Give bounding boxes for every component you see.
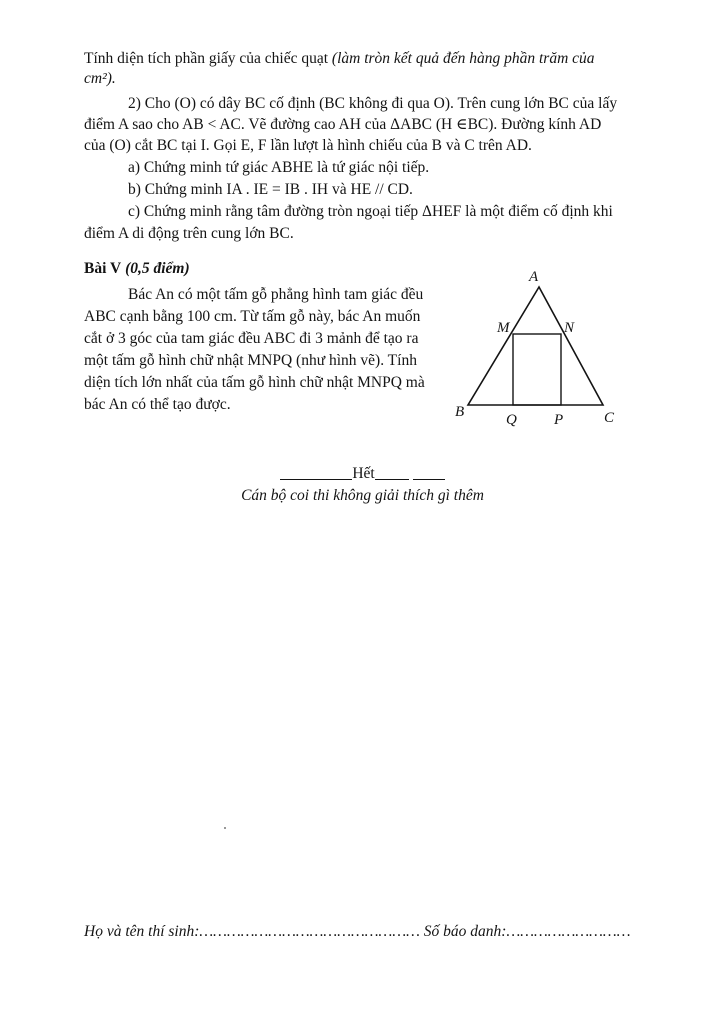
label-m: M [497,320,510,336]
bai5-line-2: ABC cạnh bằng 100 cm. Từ tấm gỗ này, bác An muốn [84,308,421,325]
q2-part-a: a) Chứng minh tứ giác ABHE là tứ giác nội tiếp. [128,159,430,176]
bai5-line-6: bác An có thể tạo được. [84,396,231,413]
end-marker [0,464,725,484]
bai5-line-3: cắt ở 3 góc của tam giác đều ABC đi 3 mảnh để tạo ra [84,330,419,347]
q2-line-3: của (O) cắt BC tại I. Gọi E, F lần lượt là hình chiếu của B và C trên AD. [84,137,532,154]
label-p: P [554,412,564,428]
label-c: C [604,410,615,426]
bai5-points: (0,5 điểm) [125,260,190,277]
q2-part-c-2: điểm A di động trên cung lớn BC. [84,225,294,242]
label-b: B [455,404,465,420]
triangle-figure [448,262,638,432]
label-q: Q [506,412,517,428]
q2-line-1: 2) Cho (O) có dây BC cố định (BC không đi qua O). Trên cung lớn BC của lấy [128,95,618,112]
intro-text: Tính diện tích phần giấy của chiếc quạt [84,50,329,67]
bai5-heading [84,259,190,279]
stray-dot [224,827,226,829]
intro-line-2: cm²). [84,70,116,87]
q2-line-2: điểm A sao cho AB < AC. Vẽ đường cao AH của ΔABC (H ∈BC). Đường kính AD [84,116,602,133]
bai5-line-5: diện tích lớn nhất của tấm gỗ hình chữ nhật MNPQ mà [84,374,425,391]
end-het: Hết [352,465,375,482]
footer-name-dots: ………………………………………… [199,923,420,940]
footer-line [84,922,630,942]
q2-part-c-1: c) Chứng minh rằng tâm đường tròn ngoại tiếp ΔHEF là một điểm cố định khi [128,203,613,220]
intro-note: (làm tròn kết quả đến hàng phần trăm của [331,50,595,67]
bai5-line-1: Bác An có một tấm gỗ phẳng hình tam giác đều [128,286,424,303]
bai5-title: Bài V [84,260,122,277]
label-a: A [529,269,539,285]
label-n: N [564,320,575,336]
q2-part-b: b) Chứng minh IA . IE = IB . IH và HE // CD. [128,181,413,198]
rectangle-mnpq [513,334,561,405]
footer-sbd-label: Số báo danh: [423,923,507,940]
intro-line-1 [84,49,595,69]
footer-sbd-dots: ……………………… [506,923,631,940]
footer-name-label: Họ và tên thí sinh: [84,923,200,940]
end-note: Cán bộ coi thi không giải thích gì thêm [241,487,484,504]
triangle-abc [468,287,603,405]
bai5-line-4: một tấm gỗ hình chữ nhật MNPQ (như hình vẽ). Tính [84,352,417,369]
